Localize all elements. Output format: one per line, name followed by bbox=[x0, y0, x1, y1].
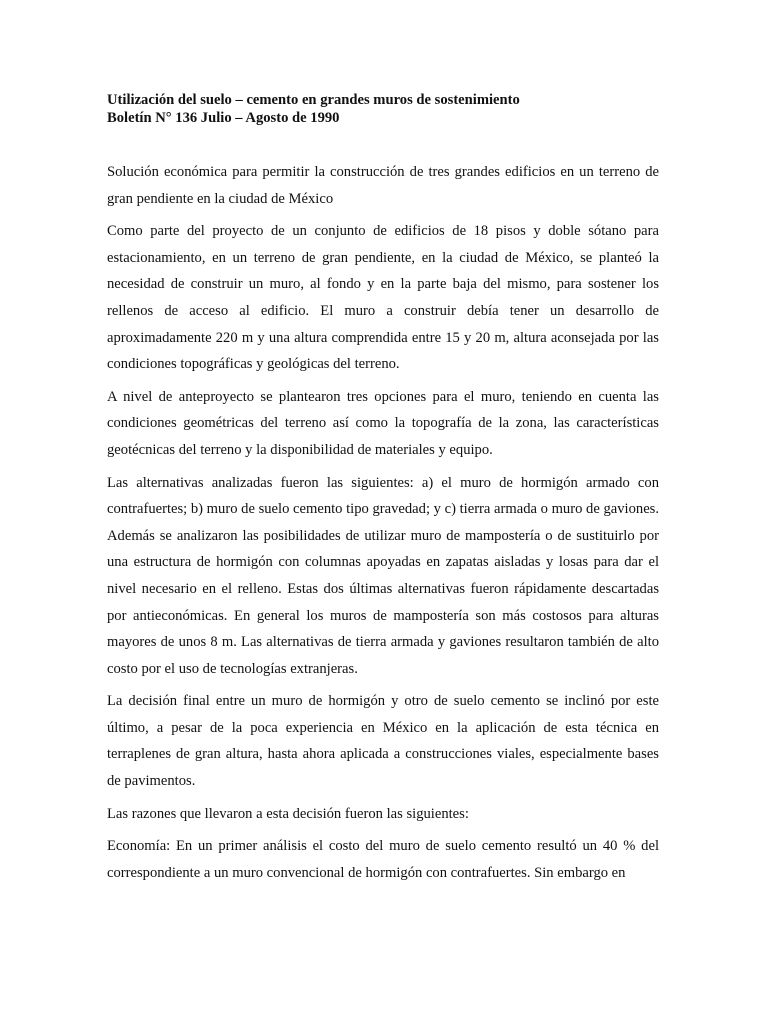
paragraph-intro: Solución económica para permitir la construcción de tres grandes edificios en un terreno de gran pendiente en la ciudad de México bbox=[107, 164, 659, 207]
paragraph-anteproyecto: A nivel de anteproyecto se plantearon tres opciones para el muro, teniendo en cuenta las condiciones geométricas del terreno así como la topografía de la zona, las características geotécnicas del terreno y la disponibilidad de materiales y equipo. bbox=[107, 388, 659, 458]
document-body bbox=[107, 91, 659, 886]
paragraph-alternativas: Las alternativas analizadas fueron las siguientes: a) el muro de hormigón armado con contrafuertes; b) muro de suelo cemento tipo gravedad; y c) tierra armada o muro de gaviones. Además se analizaron las posibilidades de utilizar muro de mampostería o de sustituirlo por una estructura de hormigón con columnas apoyadas en zapatas aisladas y losas para dar el nivel necesario en el relleno. Estas dos últimas alternativas fueron rápidamente descartadas por antieconómicas. En general los muros de mampostería son más costosos para alturas mayores de unos 8 m. Las alternativas de tierra armada y gaviones resultaron también de alto costo por el uso de tecnologías extranjeras. bbox=[107, 474, 659, 677]
paragraph-economia: Economía: En un primer análisis el costo del muro de suelo cemento resultó un 40 % del correspondiente a un muro convencional de hormigón con contrafuertes. Sin embargo en bbox=[107, 838, 659, 881]
paragraph-decision: La decisión final entre un muro de hormigón y otro de suelo cemento se inclinó por este último, a pesar de la poca experiencia en México en la aplicación de esta técnica en terraplenes de gran altura, hasta ahora aplicada a construcciones viales, especialmente bases de pavimentos. bbox=[107, 693, 659, 790]
document-title: Utilización del suelo – cemento en grandes muros de sostenimiento bbox=[107, 92, 520, 108]
paragraph-proyecto: Como parte del proyecto de un conjunto de edificios de 18 pisos y doble sótano para estacionamiento, en un terreno de gran pendiente, en la ciudad de México, se planteó la necesidad de construir un muro, al fondo y en la parte baja del mismo, para sostener los rellenos de acceso al edificio. El muro a construir debía tener un desarrollo de aproximadamente 220 m y una altura comprendida entre 15 y 20 m, altura aconsejada por las condiciones topográficas y geológicas del terreno. bbox=[107, 223, 659, 373]
document-subtitle: Boletín N° 136 Julio – Agosto de 1990 bbox=[107, 110, 340, 126]
paragraph-razones: Las razones que llevaron a esta decisión fueron las siguientes: bbox=[107, 805, 469, 822]
